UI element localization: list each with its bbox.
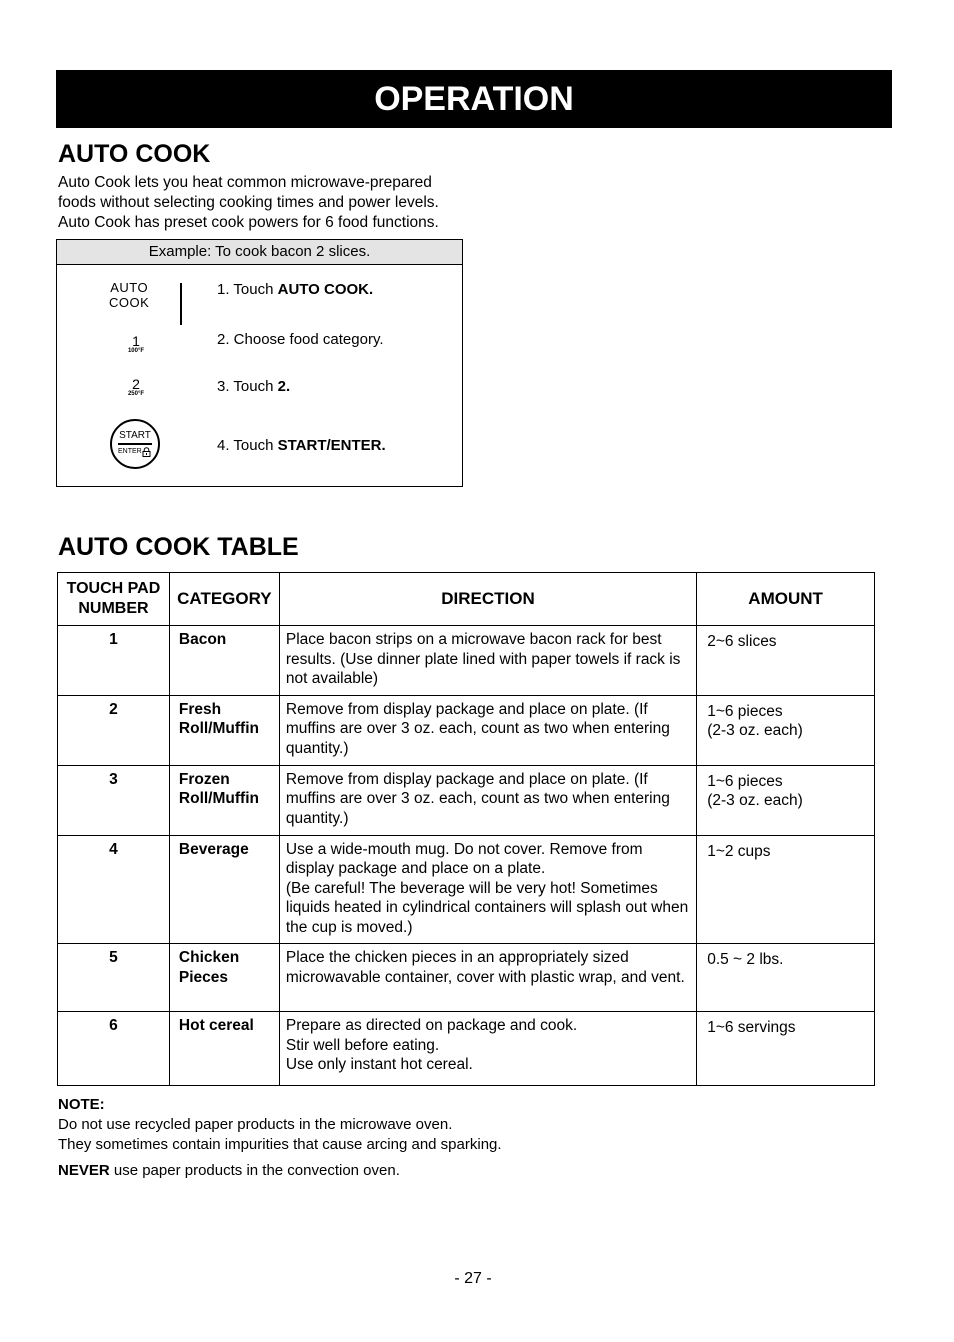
auto-cook-pad xyxy=(109,280,149,310)
enter-label: ENTER xyxy=(118,448,142,455)
category-text: Bacon xyxy=(178,631,227,648)
pad-number: 2 xyxy=(132,376,140,392)
category-text: Chicken xyxy=(178,949,240,966)
cell-direction xyxy=(279,695,696,765)
intro-line: Auto Cook lets you heat common microwave-prepared xyxy=(58,174,432,191)
cell-number: 1 xyxy=(58,626,170,696)
pad-label: AUTO xyxy=(110,280,149,295)
category-text: Fresh xyxy=(178,700,222,718)
cell-direction xyxy=(279,944,696,1012)
cell-category xyxy=(169,626,279,696)
cell-amount xyxy=(697,765,875,835)
direction-text: Remove from display package and place on plate. (If muffins are over 3 oz. each, count as two when entering quantity.) xyxy=(285,770,670,827)
never-warning xyxy=(58,1162,400,1179)
cell-category xyxy=(169,835,279,944)
amount-text: 0.5 ~ 2 lbs. xyxy=(707,951,784,968)
cell-number: 3 xyxy=(58,765,170,835)
number-pad-1 xyxy=(121,335,151,355)
category-text: Roll/Muffin xyxy=(178,720,259,737)
cell-amount xyxy=(697,835,875,944)
step-text: 3. Touch xyxy=(217,378,278,395)
pad-number: 1 xyxy=(132,333,140,349)
cell-category xyxy=(169,765,279,835)
header-touch-pad xyxy=(58,573,170,626)
header-text: NUMBER xyxy=(78,600,149,617)
step-bold: START/ENTER. xyxy=(277,437,386,454)
amount-text: 2~6 slices xyxy=(707,633,777,650)
step-text: 2. Choose food category. xyxy=(217,331,384,348)
pad-temp: 100°F xyxy=(127,348,145,354)
intro-line: Auto Cook has preset cook powers for 6 food functions. xyxy=(58,214,439,231)
auto-cook-table-heading: AUTO COOK TABLE xyxy=(58,533,299,561)
never-bold: NEVER xyxy=(58,1162,110,1179)
cell-amount xyxy=(697,695,875,765)
step-bold: AUTO COOK. xyxy=(277,281,374,298)
header-direction: DIRECTION xyxy=(279,573,696,626)
number-pad-2 xyxy=(121,378,151,398)
auto-cook-table xyxy=(57,572,875,1086)
cell-number: 5 xyxy=(58,944,170,1012)
category-text: Roll/Muffin xyxy=(178,790,259,807)
note-line: Do not use recycled paper products in the microwave oven. xyxy=(58,1116,453,1133)
pad-divider xyxy=(180,283,182,325)
direction-text: Use a wide-mouth mug. Do not cover. Remove from display package and place on a plate. xyxy=(285,840,643,877)
auto-cook-heading: AUTO COOK xyxy=(58,140,211,168)
example-step-1 xyxy=(217,281,373,298)
step-text: 4. Touch xyxy=(217,437,278,454)
example-box xyxy=(56,239,463,487)
category-text: Beverage xyxy=(178,840,249,858)
start-label: START xyxy=(119,430,151,441)
amount-text: 1~6 pieces xyxy=(707,772,783,790)
category-text: Pieces xyxy=(178,968,229,986)
header-amount: AMOUNT xyxy=(697,573,875,626)
direction-text: Remove from display package and place on plate. (If muffins are over 3 oz. each, count as two when entering quantity.) xyxy=(285,700,670,757)
cell-direction xyxy=(279,626,696,696)
direction-text: Stir well before eating. xyxy=(285,1036,440,1054)
cell-number: 2 xyxy=(58,695,170,765)
auto-cook-intro xyxy=(58,173,478,233)
category-text: Hot cereal xyxy=(178,1017,254,1034)
page-banner: OPERATION xyxy=(56,70,892,128)
amount-text: 1~6 servings xyxy=(707,1019,796,1036)
table-row xyxy=(58,944,875,1012)
cell-amount xyxy=(697,626,875,696)
cell-category xyxy=(169,695,279,765)
table-row xyxy=(58,695,875,765)
example-title: Example: To cook bacon 2 slices. xyxy=(57,240,462,265)
table-row xyxy=(58,835,875,944)
table-header-row xyxy=(58,573,875,626)
start-enter-pad xyxy=(110,419,160,469)
direction-text: Prepare as directed on package and cook. xyxy=(285,1017,578,1034)
example-step-3 xyxy=(217,378,290,395)
amount-text: 1~6 pieces xyxy=(707,702,783,720)
cell-category xyxy=(169,1012,279,1086)
step-bold: 2. xyxy=(277,378,291,395)
cell-amount xyxy=(697,1012,875,1086)
lock-icon xyxy=(142,447,151,457)
direction-text: Use only instant hot cereal. xyxy=(285,1056,473,1073)
cell-direction xyxy=(279,765,696,835)
example-step-2 xyxy=(217,331,384,348)
amount-text: (2-3 oz. each) xyxy=(707,792,803,809)
direction-text: Place bacon strips on a microwave bacon rack for best results. (Use dinner plate lined with paper towels if rack is not available) xyxy=(285,631,681,687)
example-step-4 xyxy=(217,437,386,454)
direction-text: Place the chicken pieces in an appropriately sized microwavable container, cover with plastic wrap, and vent. xyxy=(285,949,685,986)
header-category: CATEGORY xyxy=(169,573,279,626)
table-row xyxy=(58,626,875,696)
intro-line: foods without selecting cooking times and power levels. xyxy=(58,194,439,211)
step-text: 1. Touch xyxy=(217,281,278,298)
cell-amount xyxy=(697,944,875,1012)
never-text: use paper products in the convection oven. xyxy=(109,1162,400,1179)
amount-text: (2-3 oz. each) xyxy=(707,722,803,739)
table-row xyxy=(58,1012,875,1086)
note-block xyxy=(58,1095,502,1155)
header-text: TOUCH PAD xyxy=(66,580,161,597)
pad-line xyxy=(118,443,152,445)
direction-text: (Be careful! The beverage will be very hot! Sometimes liquids heated in cylindrical containers will splash out when the cup is moved.) xyxy=(285,879,689,936)
table-row xyxy=(58,765,875,835)
cell-number: 4 xyxy=(58,835,170,944)
page-number: - 27 - xyxy=(454,1270,492,1287)
cell-direction xyxy=(279,1012,696,1086)
pad-label: COOK xyxy=(109,295,150,310)
cell-number: 6 xyxy=(58,1012,170,1086)
category-text: Frozen xyxy=(178,770,230,788)
amount-text: 1~2 cups xyxy=(707,842,771,860)
note-label: NOTE: xyxy=(58,1096,105,1113)
cell-category xyxy=(169,944,279,1012)
pad-temp: 250°F xyxy=(127,391,145,397)
cell-direction xyxy=(279,835,696,944)
note-line: They sometimes contain impurities that cause arcing and sparking. xyxy=(58,1136,502,1153)
